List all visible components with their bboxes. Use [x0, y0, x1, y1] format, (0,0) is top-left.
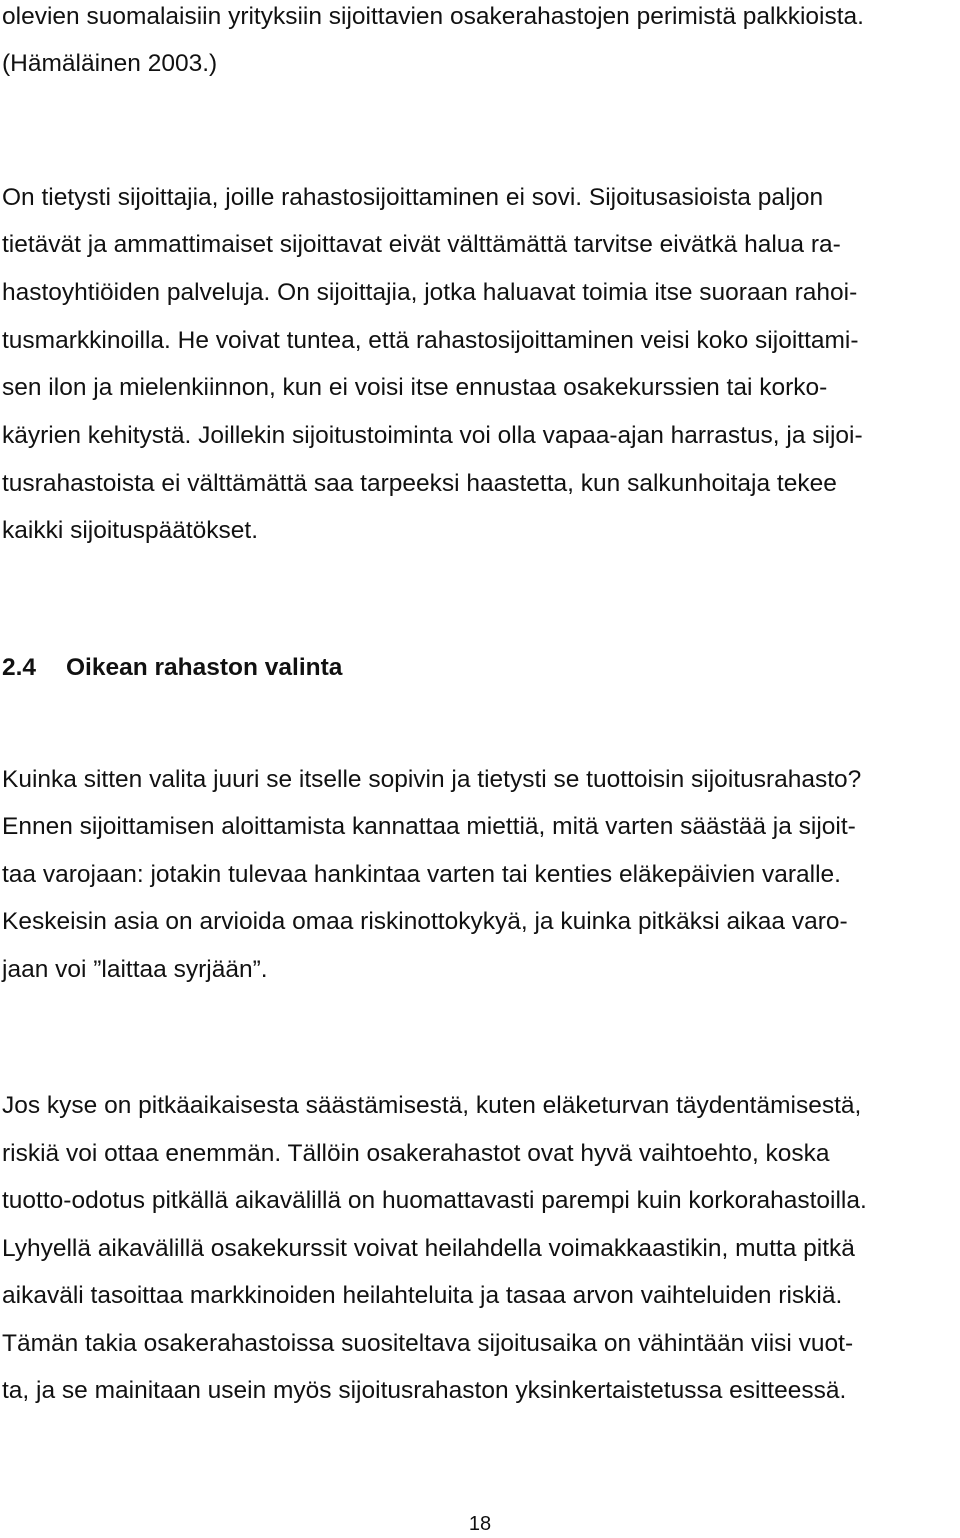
- page-number: 18: [468, 1513, 492, 1535]
- text-line: kaikki sijoituspäätökset.: [2, 517, 259, 544]
- text-line: Lyhyellä aikavälillä osakekurssit voivat heilahdella voimakkaastikin, mutta pitkä: [2, 1235, 855, 1262]
- text-line: riskiä voi ottaa enemmän. Tällöin osakerahastot ovat hyvä vaihtoehto, koska: [2, 1140, 830, 1167]
- section-title: Oikean rahaston valinta: [66, 654, 343, 681]
- text-line: On tietysti sijoittajia, joille rahastosijoittaminen ei sovi. Sijoitusasioista paljon: [2, 184, 824, 211]
- section-number: 2.4: [2, 654, 37, 681]
- text-line: (Hämäläinen 2003.): [2, 50, 218, 77]
- text-line: aikaväli tasoittaa markkinoiden heilahteluita ja tasaa arvon vaihteluiden riskiä.: [2, 1282, 843, 1309]
- text-line: Jos kyse on pitkäaikaisesta säästämisestä, kuten eläketurvan täydentämisestä,: [2, 1092, 862, 1119]
- text-line: tuotto-odotus pitkällä aikavälillä on huomattavasti parempi kuin korkorahastoilla.: [2, 1187, 867, 1214]
- text-line: tietävät ja ammattimaiset sijoittavat eivät välttämättä tarvitse eivätkä halua ra-: [2, 231, 841, 258]
- text-line: jaan voi ”laittaa syrjään”.: [2, 956, 268, 983]
- text-line: tusrahastoista ei välttämättä saa tarpeeksi haastetta, kun salkunhoitaja tekee: [2, 470, 837, 497]
- text-line: Ennen sijoittamisen aloittamista kannattaa miettiä, mitä varten säästää ja sijoit-: [2, 813, 856, 840]
- text-line: olevien suomalaisiin yrityksiin sijoittavien osakerahastojen perimistä palkkioista.: [2, 3, 864, 30]
- text-line: käyrien kehitystä. Joillekin sijoitustoiminta voi olla vapaa-ajan harrastus, ja sijoi-: [2, 422, 863, 449]
- text-line: hastoyhtiöiden palveluja. On sijoittajia, jotka haluavat toimia itse suoraan rahoi-: [2, 279, 858, 306]
- text-line: taa varojaan: jotakin tulevaa hankintaa varten tai kenties eläkepäivien varalle.: [2, 861, 841, 888]
- text-line: Tämän takia osakerahastoissa suositeltava sijoitusaika on vähintään viisi vuot-: [2, 1330, 854, 1357]
- text-line: Keskeisin asia on arvioida omaa riskinottokykyä, ja kuinka pitkäksi aikaa varo-: [2, 908, 848, 935]
- text-line: sen ilon ja mielenkiinnon, kun ei voisi itse ennustaa osakekurssien tai korko-: [2, 374, 828, 401]
- section-heading: [2, 653, 342, 683]
- text-line: tusmarkkinoilla. He voivat tuntea, että rahastosijoittaminen veisi koko sijoittami-: [2, 327, 859, 354]
- text-line: Kuinka sitten valita juuri se itselle sopivin ja tietysti se tuottoisin sijoitusrahasto?: [2, 766, 862, 793]
- text-line: ta, ja se mainitaan usein myös sijoitusrahaston yksinkertaistetussa esitteessä.: [2, 1377, 847, 1404]
